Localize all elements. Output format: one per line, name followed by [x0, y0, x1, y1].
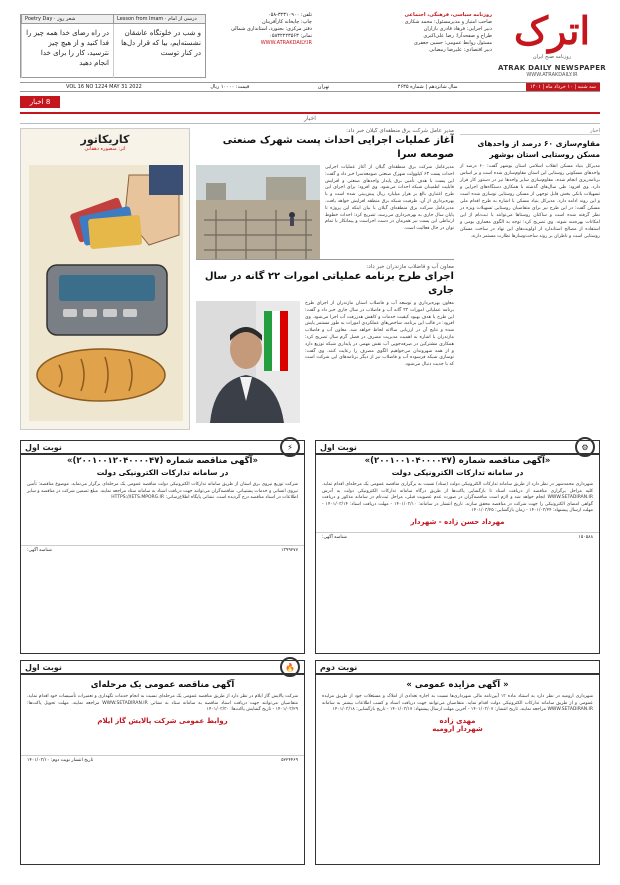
article-kicker: مدیر عامل شرکت برق منطقه‌ای گیلان خبر داد: — [346, 128, 454, 134]
contact-line: چاپ: چاپخانه کارآفرینان — [262, 19, 312, 25]
auction-ad-urmia — [315, 660, 600, 865]
article-body: معاون بهره‌برداری و توسعه آب و فاضلاب استان مازندران از اجرای طرح برنامه عملیاتی امورات ۲۲ گانه آب و فاضلاب در سال جاری خبر داد و گفت: این طرح با هدف بهبود کیفیت خدمات و کاهش هدررفت آب اجرا می‌شود. وی افزود: در قالب این برنامه، شاخص‌های عملکردی امورات به طور مستمر پایش شده و نتایج آن در ارزیابی سالانه لحاظ خواهد شد. معاون آب و فاضلاب مازندران با اشاره به اهمیت مدیریت مصرف در فصل گرم سال تصریح کرد: همکاری مشترکین در صرفه‌جویی آب نقش مهمی در پایداری شبکه توزیع دارد و از همه شهروندان می‌خواهیم الگوی مصرف را رعایت کنند. وی گفت: نوسازی شبکه فرسوده آب و فاضلاب نیز از دیگر برنامه‌های این شرکت است که با جدیت دنبال می‌شود. — [305, 301, 454, 368]
ad-title: «آگهی مناقصه شماره (۲۰۰۱۰۰۱۰۴۰۰۰۰۴۷)» — [364, 456, 551, 466]
info-line: مسئول روابط عمومی: حسین جعفری — [413, 40, 492, 46]
ad-title: «آگهی مناقصه شماره (۲۰۰۱۰۰۱۲۰۴۰۰۰۰۴۷)» — [67, 456, 258, 466]
article-mazandaran — [196, 264, 454, 423]
page-number-badge — [20, 96, 60, 108]
page-label: اخبار — [29, 98, 44, 106]
cartoon-illustration — [29, 165, 183, 421]
price: قیمت: ۱۰۰۰۰ ریال — [210, 84, 250, 90]
ad-subtitle: در سامانه تدارکات الکترونیکی دولت — [391, 468, 524, 477]
right-column-article — [460, 128, 600, 430]
ad-signer: مهرداد حسن زاده - شهردار — [410, 517, 505, 526]
ad-footer — [21, 755, 304, 765]
quotes-header — [21, 15, 205, 24]
ad-subtitle: در سامانه تدارکات الکترونیکی دولت — [96, 468, 229, 477]
tender-ad-mohammadshahr — [315, 440, 600, 654]
ad-footer — [21, 545, 304, 555]
cartoon-title: کاریکاتور — [80, 133, 130, 146]
ad-id: ۵۲۲۴۴۶۹ — [281, 757, 298, 763]
info-title: روزنامه سیاسی، فرهنگی، اجتماعی — [404, 12, 492, 18]
contact-line: WWW.ATRAKDAILY.IR — [260, 40, 312, 46]
article-gilan — [196, 128, 454, 260]
page-number: 8 — [45, 98, 51, 106]
ad-id-label: شناسه آگهی: — [27, 547, 52, 553]
construction-site-photo — [196, 165, 320, 260]
ad-header — [316, 661, 599, 675]
ad-header — [316, 441, 599, 455]
ad-signer: مهدی زاده — [439, 716, 476, 725]
daily-quotes-box — [20, 14, 206, 78]
ad-publish-date: تاریخ انتشار نوبت دوم: ۱۴۰۱/۰۳/۱۰ — [27, 757, 94, 763]
cartoon-author: اثر: منصوره دهقانی — [84, 146, 126, 152]
article-headline: اجرای طرح برنامه عملیاتی امورات ۲۲ گانه در سال جاری — [204, 271, 454, 296]
logo-url: WWW.ATRAKDAILY.IR — [526, 72, 578, 78]
ad-body: شهرداری محمدشهر در نظر دارد از طریق سامانه تدارکات الکترونیکی دولت (ستاد) نسبت به برگزاری مناقصه عمومی یک مرحله‌ای اقدام نماید. کلیه مراحل برگزاری مناقصه از دریافت اسناد تا بازگشایی پاکت‌ها از طریق درگاه سامانه تدارکات الکترونیکی دولت به آدرس WWW.SETADIRAN.IR انجام خواهد شد و لازم است مناقصه‌گران در صورت عدم عضویت قبلی، مراحل ثبت‌نام در سامانه مذکور و دریافت گواهی امضای الکترونیکی را جهت شرکت در مناقصه محقق سازند. تاریخ انتشار در سامانه: ۱۴۰۱/۰۳/۱۰ - مهلت دریافت اسناد: ۱۴۰۱/۰۳/۱۴ - مهلت ارسال پیشنهاد: ۱۴۰۱/۰۳/۲۴ - زمان بازگشایی: ۱۴۰۱/۰۳/۲۵ — [322, 482, 593, 513]
ad-title: آگهی مناقصه عمومی یک مرحله‌ای — [90, 680, 235, 690]
issue-number: سال شانزدهم | شماره ۴۶۳۵ — [397, 84, 458, 90]
ad-tag: نوبت اول — [320, 442, 357, 452]
info-line: طراح و صفحه‌آرا: رضا علی‌اکبری — [423, 33, 492, 39]
site-illustration — [196, 165, 320, 260]
column-label: اخبار — [460, 128, 600, 135]
quotes-body — [21, 24, 205, 78]
ad-header — [21, 661, 304, 675]
ad-tag: نوبت اول — [25, 662, 62, 672]
publisher-info — [302, 12, 492, 54]
cartoon-box — [20, 128, 190, 430]
contact-line: دفتر مرکزی: بجنورد، استانداری شمالی — [230, 26, 312, 32]
vol-info: VOL 16 NO 1224 MAY 31 2022 — [66, 84, 142, 90]
portrait-illustration — [196, 301, 300, 423]
ad-tag: نوبت دوم — [320, 662, 358, 672]
gas-company-emblem-icon: 🔥 — [280, 657, 300, 677]
lesson-text: در راه رضای خدا همه چیز را فدا کنید و از هیچ چیز نترسید، کار را برای خدا انجام دهید — [21, 24, 113, 78]
ad-body: شهرداری ارومیه در نظر دارد به استناد ماده ۱۳ آیین‌نامه مالی شهرداری‌ها نسبت به اجاره تعدادی از املاک و مستغلات خود از طریق مزایده عمومی و از طریق سامانه تدارکات الکترونیکی دولت اقدام نماید. متقاضیان می‌توانند جهت دریافت اسناد و کسب اطلاعات بیشتر به سامانه WWW.SETADIRAN.IR مراجعه نمایند. تاریخ انتشار: ۱۴۰۱/۰۳/۰۷ - آخرین مهلت ارسال پیشنهاد: ۱۴۰۱/۰۳/۱۷ - تاریخ بازگشایی: ۱۴۰۱/۰۳/۱۸ — [322, 694, 593, 712]
logo-english: ATRAK DAILY NEWSPAPER — [498, 64, 606, 72]
masthead-logo — [498, 8, 606, 92]
ad-signer: روابط عمومی شرکت پالایش گاز ایلام — [97, 716, 228, 725]
info-line: دبیر اجرایی: فرهاد قادری بازاران — [423, 26, 492, 32]
tender-ad-ilam-gas — [20, 660, 305, 865]
contact-info — [212, 12, 312, 47]
city: تهران — [317, 84, 330, 90]
official-portrait-photo — [196, 301, 300, 423]
middle-column — [196, 128, 454, 430]
ad-body: شرکت توزیع نیروی برق استان از طریق سامانه تدارکات الکترونیکی دولت مناقصه عمومی یک مرحله‌ای برگزار می‌نماید. موضوع مناقصه: تأمین نیروی انسانی و خدمات پشتیبانی. مناقصه‌گران می‌توانند جهت دریافت اسناد به سامانه ستاد مراجعه نمایند. مبلغ تضمین شرکت در مناقصه و سایر اطلاعات در اسناد مناقصه درج گردیده است. نشانی پایگاه اطلاع‌رسانی: HTTPS://IETS.MPORG.IR — [27, 482, 298, 500]
ad-footer — [316, 532, 599, 542]
lesson-label: Lesson from Imam · درسی از امام — [113, 15, 205, 23]
ad-signer-title: شهردار ارومیه — [432, 724, 483, 733]
date-bar — [20, 82, 600, 92]
article-body: مدیرکل بنیاد مسکن انقلاب اسلامی استان بوشهر گفت: ۶۰ درصد از واحدهای مسکونی روستایی این استان مقاوم‌سازی شده است و بر اساس برنامه‌ریزی انجام شده، مقاوم‌سازی سایر واحدها نیز در دستور کار قرار دارد. وی افزود: طی سال‌های گذشته با همکاری دستگاه‌های اجرایی و تسهیلات بانکی بخش قابل توجهی از مسکن روستایی نوسازی شده است و این روند ادامه دارد. مدیرکل بنیاد مسکن با اشاره به طرح اقدام ملی مسکن گفت: در این طرح نیز برای متقاضیان روستایی تسهیلات ویژه در نظر گرفته شده است و ساکنان روستاها می‌توانند با ثبت‌نام از این امکانات بهره‌مند شوند. وی تصریح کرد: توجه به الگوی معماری بومی و استفاده از مصالح استاندارد از اولویت‌های این نهاد در ساخت مسکن روستایی است و ناظران بر روند ساخت‌وسازها نظارت مستمر دارند. — [460, 164, 600, 239]
company-emblem-icon: ⚡ — [280, 437, 300, 457]
poetry-day-label: Poetry Day · شعر روز — [21, 15, 113, 23]
contact-line: تلفن: ۳۲۳۱۰۹۰۰-۰۵۸ — [267, 12, 312, 18]
info-line: صاحب امتیاز و مدیرمسئول: محمد شکاری — [404, 19, 492, 25]
article-headline: مقاوم‌سازی ۶۰ درصد از واحدهای مسکن روستایی استان بوشهر — [477, 139, 600, 159]
section-strip: اخبار — [20, 112, 600, 124]
contact-line: نمابر: ۰۵۸۳۲۲۲۳۵۶۳ — [269, 33, 312, 39]
poetry-text: و شب در خلوتگاه عاشقان نشسته‌ایم، بیا که قرار دل‌ها در کنار توست — [113, 24, 205, 78]
tender-ad-power — [20, 440, 305, 654]
logo-text: اترک — [513, 8, 591, 53]
ad-body: شرکت پالایش گاز ایلام در نظر دارد از طریق مناقصه عمومی یک مرحله‌ای نسبت به انجام خدمات نگهداری و تعمیرات تأسیسات خود اقدام نماید. متقاضیان می‌توانند جهت دریافت اسناد مناقصه به سامانه ستاد به نشانی WWW.SETADIRAN.IR مراجعه نمایند. مهلت تحویل پاکت‌ها: ۱۴۰۱/۰۳/۲۹ - تاریخ گشایش پاکت‌ها: ۱۴۰۱/۰۳/۳۰ — [27, 694, 298, 712]
logo-tagline: روزنامه صبح ایران — [532, 54, 572, 60]
ad-title: « آگهی مزایده عمومی » — [406, 680, 509, 690]
ad-tag: نوبت اول — [25, 442, 62, 452]
ad-id: ۱۵۰۵۸۸ — [578, 534, 593, 540]
ad-id: ۱۳۹۹۲۷۷ — [281, 547, 298, 553]
article-headline: آغاز عملیات اجرایی احداث پست شهرک صنعتی صومعه سرا — [222, 135, 454, 160]
article-kicker: معاون آب و فاضلاب مازندران خبر داد: — [366, 264, 454, 270]
municipality-emblem-icon: ⚙ — [575, 437, 595, 457]
ad-id-label: شناسه آگهی: — [322, 534, 347, 540]
ad-header — [21, 441, 304, 455]
info-line: دبیر اقتصادی: علیرضا رمضانی — [429, 47, 492, 53]
article-body: مدیرعامل شرکت برق منطقه‌ای گیلان از آغاز عملیات اجرایی احداث پست ۶۳ کیلوولت شهرک صنعتی صومعه‌سرا خبر داد و گفت: این پست با هدف تأمین برق پایدار واحدهای صنعتی و افزایش قابلیت اطمینان شبکه احداث می‌شود. وی افزود: برای اجرای این طرح اعتباری بالغ بر هزار میلیارد ریال پیش‌بینی شده است و با بهره‌برداری از آن، ظرفیت شبکه برق منطقه افزایش خواهد یافت. مدیرعامل شرکت برق منطقه‌ای گیلان با بیان اینکه این پروژه تا پایان سال جاری به بهره‌برداری می‌رسد، تصریح کرد: احداث خطوط ارتباطی این پست نیز همزمان در دست اجراست و پیمانکار با تمام توان در حال فعالیت است. — [325, 165, 454, 232]
edition-date: سه شنبه | ۱۰ خرداد ماه | ۱۴۰۱ — [526, 83, 600, 91]
